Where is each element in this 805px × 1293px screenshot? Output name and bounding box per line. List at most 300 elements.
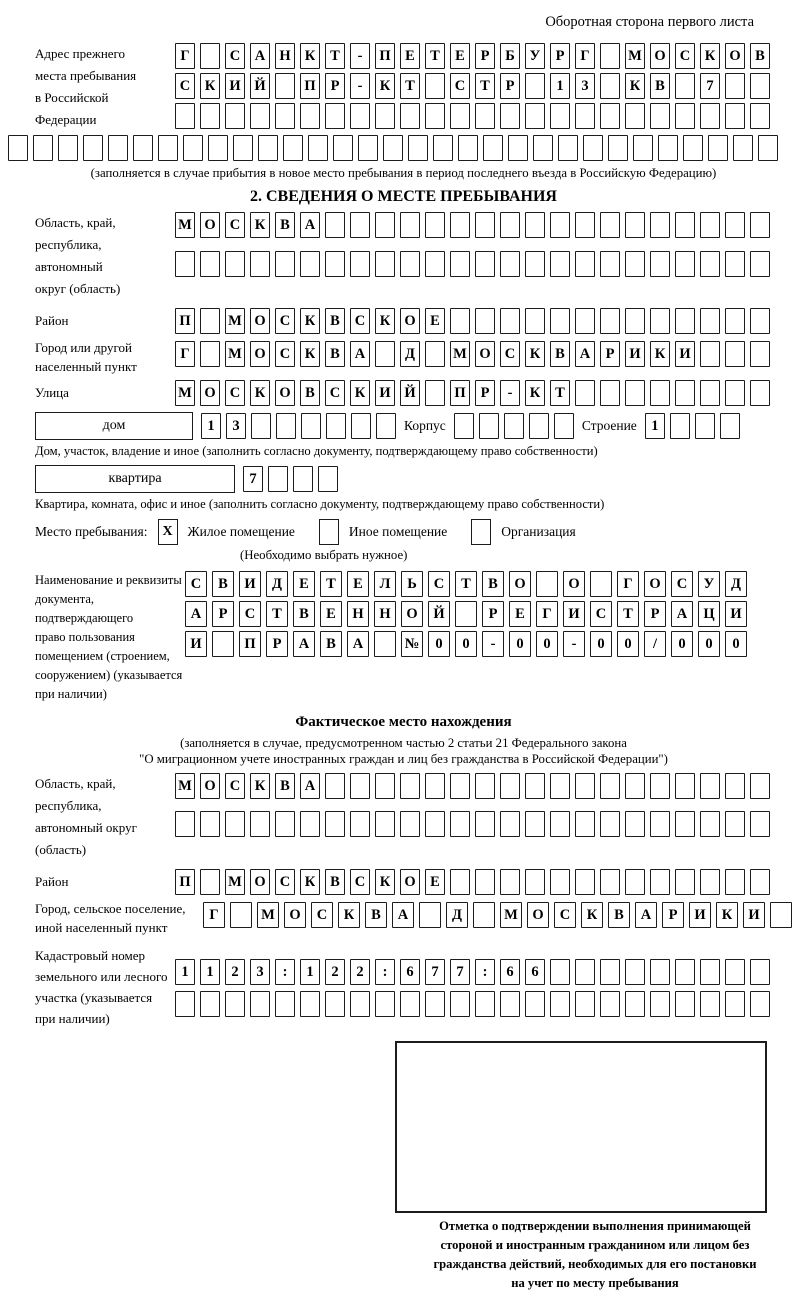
char-cell: 1 — [645, 413, 665, 439]
char-cell: 0 — [455, 631, 477, 657]
char-cell — [450, 103, 470, 129]
cadastral-row-2 — [175, 991, 770, 1017]
char-cell — [600, 308, 620, 334]
char-cell — [725, 308, 745, 334]
char-cell: А — [300, 212, 320, 238]
char-cell — [658, 135, 678, 161]
char-cell — [8, 135, 28, 161]
char-cell — [675, 773, 695, 799]
char-cell — [725, 773, 745, 799]
city-block — [35, 338, 772, 376]
char-cell — [675, 308, 695, 334]
document-label-line: помещением (строением, — [35, 649, 170, 663]
char-cell: С — [225, 212, 245, 238]
char-cell — [750, 811, 770, 837]
stamp-caption-line: на учет по месту пребывания — [511, 1276, 679, 1290]
document-block — [35, 571, 772, 704]
char-cell — [625, 251, 645, 277]
prev-address-note: (заполняется в случае прибытия в новое место пребывания в период последнего въезда в Российскую Федерацию) — [90, 166, 717, 180]
char-cell: С — [554, 902, 576, 928]
char-cell — [750, 380, 770, 406]
char-cell — [525, 251, 545, 277]
char-cell: 7 — [450, 959, 470, 985]
document-row-1 — [185, 571, 747, 597]
char-cell — [650, 991, 670, 1017]
char-cell: С — [671, 571, 693, 597]
char-cell — [450, 251, 470, 277]
stay-type-option-other: Иное помещение — [348, 524, 448, 539]
char-cell — [325, 251, 345, 277]
char-cell: В — [482, 571, 504, 597]
document-label-line: Наименование и реквизиты — [35, 573, 182, 587]
house-number-cells — [201, 413, 396, 439]
char-cell — [750, 341, 770, 367]
char-cell: Р — [475, 380, 495, 406]
char-cell: П — [175, 869, 195, 895]
char-cell — [208, 135, 228, 161]
char-cell: 0 — [428, 631, 450, 657]
prev-address-label-line: в Российской — [35, 90, 109, 105]
char-cell — [575, 869, 595, 895]
char-cell — [625, 811, 645, 837]
char-cell — [625, 991, 645, 1017]
prev-address-label-line: Адрес прежнего — [35, 46, 126, 61]
char-cell: О — [509, 571, 531, 597]
char-cell — [625, 103, 645, 129]
char-cell — [550, 959, 570, 985]
stroenie-cells — [645, 413, 740, 439]
char-cell — [325, 991, 345, 1017]
char-cell — [400, 212, 420, 238]
char-cell — [575, 251, 595, 277]
char-cell — [583, 135, 603, 161]
char-cell: С — [275, 869, 295, 895]
stamp-caption-line: стороной и иностранным гражданином или лицом без — [440, 1238, 750, 1252]
char-cell — [725, 959, 745, 985]
char-cell: Й — [428, 601, 450, 627]
char-cell — [175, 103, 195, 129]
char-cell — [725, 212, 745, 238]
city-row — [175, 341, 770, 367]
char-cell — [212, 631, 234, 657]
char-cell — [600, 43, 620, 69]
char-cell — [133, 135, 153, 161]
stay-type-checkbox-other — [319, 519, 339, 545]
char-cell: К — [250, 380, 270, 406]
char-cell — [500, 251, 520, 277]
cadastral-row-1 — [175, 959, 770, 985]
char-cell — [300, 991, 320, 1017]
char-cell: Т — [455, 571, 477, 597]
char-cell — [200, 103, 220, 129]
char-cell — [575, 212, 595, 238]
char-cell: Е — [509, 601, 531, 627]
korpus-label: Корпус — [404, 418, 446, 433]
char-cell — [408, 135, 428, 161]
cadastral-label-line: участка (указывается — [35, 990, 153, 1005]
char-cell — [650, 308, 670, 334]
char-cell — [750, 959, 770, 985]
char-cell: В — [325, 308, 345, 334]
char-cell — [770, 902, 792, 928]
char-cell — [575, 811, 595, 837]
char-cell — [325, 212, 345, 238]
char-cell — [500, 869, 520, 895]
actual-region-label — [35, 773, 175, 861]
char-cell — [500, 811, 520, 837]
char-cell — [333, 135, 353, 161]
char-cell — [425, 811, 445, 837]
char-cell — [608, 135, 628, 161]
char-cell — [550, 212, 570, 238]
char-cell — [58, 135, 78, 161]
char-cell: : — [275, 959, 295, 985]
char-cell — [750, 73, 770, 99]
char-cell: : — [375, 959, 395, 985]
char-cell — [325, 103, 345, 129]
char-cell: Д — [446, 902, 468, 928]
char-cell: 0 — [671, 631, 693, 657]
char-cell — [600, 773, 620, 799]
char-cell: К — [625, 73, 645, 99]
stamp-box — [395, 1041, 767, 1213]
district-block — [35, 308, 772, 334]
char-cell: Т — [617, 601, 639, 627]
char-cell — [675, 380, 695, 406]
char-cell — [475, 869, 495, 895]
cadastral-label-line: земельного или лесного — [35, 969, 168, 984]
actual-region-row-1 — [175, 773, 770, 799]
char-cell: М — [175, 212, 195, 238]
document-label-line: сооружением) (указывается — [35, 668, 183, 682]
char-cell — [308, 135, 328, 161]
char-cell — [650, 212, 670, 238]
prev-address-block — [35, 43, 772, 131]
char-cell — [725, 380, 745, 406]
region-label-line: автономный — [35, 259, 103, 274]
char-cell: Е — [450, 43, 470, 69]
char-cell — [301, 413, 321, 439]
char-cell: 1 — [200, 959, 220, 985]
char-cell — [374, 631, 396, 657]
char-cell: Т — [400, 73, 420, 99]
char-cell — [375, 251, 395, 277]
char-cell: К — [700, 43, 720, 69]
char-cell: Д — [266, 571, 288, 597]
char-cell — [725, 811, 745, 837]
char-cell: 3 — [575, 73, 595, 99]
char-cell: 6 — [400, 959, 420, 985]
char-cell: А — [671, 601, 693, 627]
char-cell: Р — [644, 601, 666, 627]
char-cell: Г — [575, 43, 595, 69]
region-label-line: республика, — [35, 237, 102, 252]
char-cell — [300, 811, 320, 837]
char-cell — [750, 991, 770, 1017]
char-cell: В — [212, 571, 234, 597]
char-cell — [300, 103, 320, 129]
char-cell — [454, 413, 474, 439]
char-cell — [275, 991, 295, 1017]
char-cell — [358, 135, 378, 161]
char-cell: И — [675, 341, 695, 367]
char-cell: К — [250, 773, 270, 799]
char-cell — [500, 308, 520, 334]
char-cell — [725, 869, 745, 895]
header-note: Оборотная сторона первого листа — [545, 14, 754, 30]
actual-district-label: Район — [35, 874, 69, 889]
char-cell — [200, 251, 220, 277]
char-cell — [326, 413, 346, 439]
char-cell — [230, 902, 252, 928]
char-cell — [550, 103, 570, 129]
char-cell — [550, 773, 570, 799]
street-block — [35, 380, 772, 406]
section2-title: 2. СВЕДЕНИЯ О МЕСТЕ ПРЕБЫВАНИЯ — [250, 188, 557, 205]
char-cell: О — [200, 212, 220, 238]
char-cell: Р — [482, 601, 504, 627]
char-cell: О — [200, 380, 220, 406]
actual-location-note-2: "О миграционном учете иностранных граждан и лиц без гражданства в Российской Федерации") — [139, 752, 668, 766]
char-cell: К — [200, 73, 220, 99]
char-cell — [700, 308, 720, 334]
actual-location-note-1: (заполняется в случае, предусмотренном частью 2 статьи 21 Федерального закона — [180, 736, 627, 750]
char-cell — [275, 73, 295, 99]
char-cell: Е — [320, 601, 342, 627]
char-cell: Г — [175, 43, 195, 69]
cadastral-label-line: Кадастровый номер — [35, 948, 146, 963]
actual-region-label-line: Область, край, — [35, 776, 116, 791]
char-cell — [250, 251, 270, 277]
char-cell: Г — [617, 571, 639, 597]
char-cell — [275, 811, 295, 837]
char-cell: 2 — [225, 959, 245, 985]
char-cell: Е — [425, 308, 445, 334]
document-label-line: при наличии) — [35, 687, 107, 701]
char-cell — [425, 341, 445, 367]
char-cell — [383, 135, 403, 161]
region-block — [35, 212, 772, 300]
char-cell: 1 — [201, 413, 221, 439]
char-cell: С — [500, 341, 520, 367]
char-cell: П — [175, 308, 195, 334]
char-cell — [433, 135, 453, 161]
char-cell — [475, 103, 495, 129]
char-cell: Й — [250, 73, 270, 99]
char-cell: С — [590, 601, 612, 627]
char-cell: А — [635, 902, 657, 928]
char-cell: К — [250, 212, 270, 238]
char-cell — [350, 212, 370, 238]
char-cell — [33, 135, 53, 161]
char-cell: Д — [725, 571, 747, 597]
char-cell: И — [625, 341, 645, 367]
char-cell: И — [375, 380, 395, 406]
char-cell — [425, 380, 445, 406]
char-cell — [550, 811, 570, 837]
char-cell: Т — [266, 601, 288, 627]
char-cell: № — [401, 631, 423, 657]
char-cell — [725, 991, 745, 1017]
char-cell: Г — [175, 341, 195, 367]
char-cell — [700, 380, 720, 406]
char-cell: - — [350, 43, 370, 69]
char-cell — [558, 135, 578, 161]
char-cell — [475, 991, 495, 1017]
char-cell — [268, 466, 288, 492]
stay-type-option-organization: Организация — [501, 524, 576, 539]
char-cell: И — [563, 601, 585, 627]
char-cell: О — [250, 341, 270, 367]
char-cell — [200, 43, 220, 69]
char-cell: О — [400, 869, 420, 895]
char-cell — [175, 991, 195, 1017]
char-cell: И — [725, 601, 747, 627]
char-cell — [350, 773, 370, 799]
document-label-line: право пользования — [35, 630, 135, 644]
char-cell — [300, 251, 320, 277]
char-cell — [725, 73, 745, 99]
actual-region-label-line: (область) — [35, 842, 87, 857]
prev-address-rows — [175, 43, 770, 129]
char-cell — [758, 135, 778, 161]
district-row — [175, 308, 770, 334]
char-cell — [720, 413, 740, 439]
stay-type-hint: (Необходимо выбрать нужное) — [240, 548, 408, 562]
char-cell: К — [338, 902, 360, 928]
char-cell — [350, 103, 370, 129]
char-cell: Е — [347, 571, 369, 597]
char-cell — [83, 135, 103, 161]
char-cell — [600, 811, 620, 837]
char-cell — [419, 902, 441, 928]
char-cell: К — [581, 902, 603, 928]
char-cell: Г — [536, 601, 558, 627]
char-cell: П — [239, 631, 261, 657]
char-cell: А — [185, 601, 207, 627]
char-cell — [536, 571, 558, 597]
char-cell: Д — [400, 341, 420, 367]
char-cell: О — [400, 308, 420, 334]
char-cell — [683, 135, 703, 161]
char-cell: Й — [400, 380, 420, 406]
char-cell: - — [350, 73, 370, 99]
char-cell — [450, 991, 470, 1017]
char-cell — [675, 103, 695, 129]
char-cell: О — [250, 869, 270, 895]
char-cell: М — [175, 380, 195, 406]
stay-type-option-residential: Жилое помещение — [187, 524, 295, 539]
char-cell: М — [257, 902, 279, 928]
char-cell: А — [347, 631, 369, 657]
region-label-line: Область, край, — [35, 215, 116, 230]
char-cell — [483, 135, 503, 161]
region-rows — [175, 212, 770, 277]
actual-district-row — [175, 869, 770, 895]
char-cell — [425, 251, 445, 277]
char-cell: Ь — [401, 571, 423, 597]
char-cell — [675, 869, 695, 895]
cadastral-label-line: при наличии) — [35, 1011, 110, 1026]
char-cell — [625, 212, 645, 238]
char-cell: В — [550, 341, 570, 367]
char-cell — [318, 466, 338, 492]
char-cell: 3 — [226, 413, 246, 439]
char-cell — [575, 991, 595, 1017]
char-cell: М — [225, 341, 245, 367]
char-cell: У — [698, 571, 720, 597]
char-cell: К — [375, 869, 395, 895]
char-cell — [525, 308, 545, 334]
char-cell: 6 — [525, 959, 545, 985]
char-cell: О — [200, 773, 220, 799]
char-cell — [351, 413, 371, 439]
char-cell: И — [743, 902, 765, 928]
char-cell: Г — [203, 902, 225, 928]
char-cell — [600, 73, 620, 99]
char-cell: В — [275, 773, 295, 799]
char-cell — [425, 773, 445, 799]
stamp-caption — [385, 1217, 805, 1293]
char-cell — [525, 991, 545, 1017]
actual-region-label-line: автономный округ — [35, 820, 137, 835]
char-cell — [473, 902, 495, 928]
char-cell — [275, 251, 295, 277]
char-cell — [525, 212, 545, 238]
char-cell — [475, 212, 495, 238]
char-cell — [475, 773, 495, 799]
char-cell — [500, 991, 520, 1017]
actual-city-label-line: Город, сельское поселение, — [35, 901, 186, 916]
char-cell: И — [225, 73, 245, 99]
char-cell: К — [300, 308, 320, 334]
char-cell: Р — [550, 43, 570, 69]
stroenie-label: Строение — [581, 418, 637, 433]
char-cell: О — [475, 341, 495, 367]
char-cell: С — [325, 380, 345, 406]
char-cell — [375, 773, 395, 799]
char-cell — [725, 251, 745, 277]
char-cell — [175, 811, 195, 837]
char-cell: М — [450, 341, 470, 367]
char-cell: М — [500, 902, 522, 928]
actual-city-block — [35, 899, 772, 937]
char-cell — [675, 959, 695, 985]
char-cell: М — [625, 43, 645, 69]
char-cell — [158, 135, 178, 161]
char-cell — [650, 773, 670, 799]
char-cell — [425, 212, 445, 238]
char-cell: А — [392, 902, 414, 928]
char-cell — [525, 773, 545, 799]
char-cell — [225, 991, 245, 1017]
char-cell — [525, 811, 545, 837]
char-cell — [600, 103, 620, 129]
char-cell — [276, 413, 296, 439]
char-cell: В — [750, 43, 770, 69]
stay-type-checkbox-organization — [471, 519, 491, 545]
char-cell — [750, 869, 770, 895]
char-cell — [550, 251, 570, 277]
char-cell — [275, 103, 295, 129]
char-cell: В — [325, 869, 345, 895]
char-cell — [225, 103, 245, 129]
char-cell — [625, 308, 645, 334]
char-cell — [675, 811, 695, 837]
char-cell: И — [185, 631, 207, 657]
char-cell — [675, 991, 695, 1017]
char-cell: С — [275, 308, 295, 334]
